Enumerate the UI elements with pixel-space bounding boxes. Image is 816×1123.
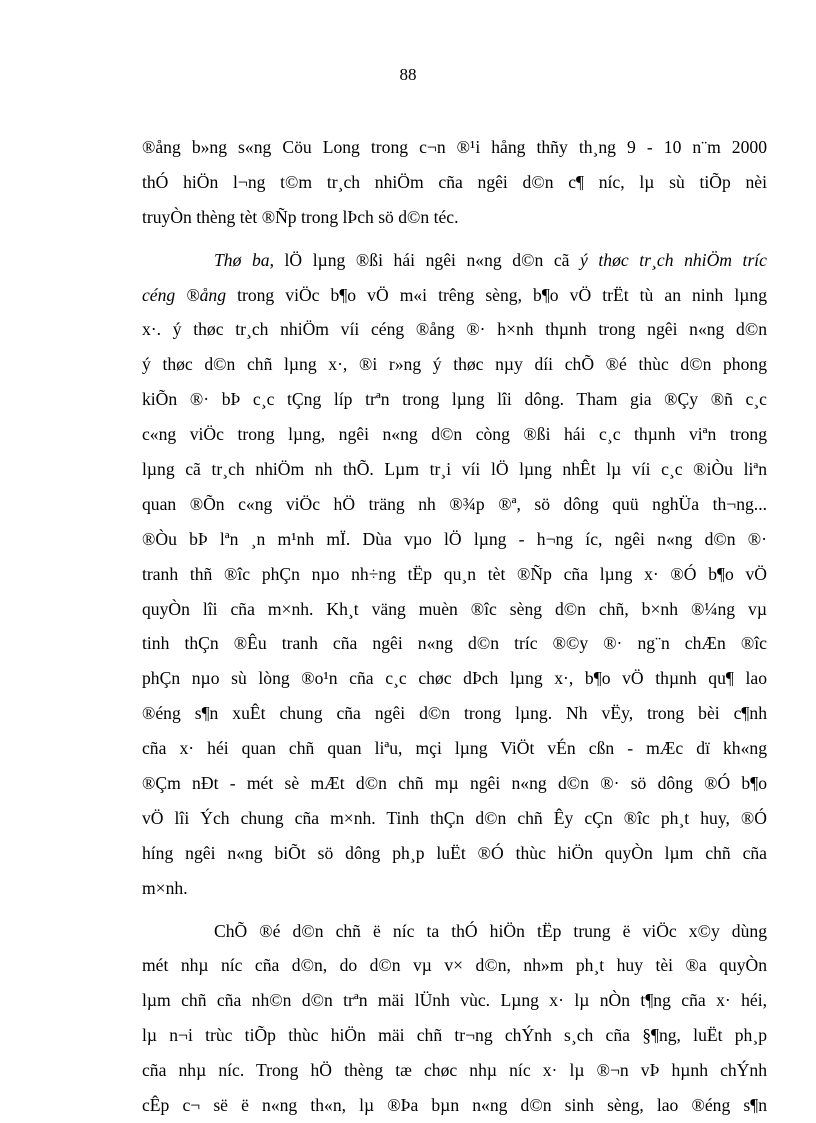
text-line [142,487,767,522]
text-run: ®Çm nÐt - mét sè mÆt d©n chñ mµ ngêi n«ng d©n ®· sö dông ®Ó b¶o [142,773,767,794]
text-run: lµng cã tr¸ch nhiÖm nh thÕ. Lµm tr¸i víi lÖ lµng nhÊt lµ víi c¸c ®iÒu liªn [142,459,767,480]
text-line [142,1018,767,1053]
text-line [142,948,767,983]
text-line [142,200,767,235]
body-text [142,130,767,1123]
text-run: ®éng s¶n xuÊt chung cña ngêi d©n trong lµng. Nh vËy, trong bèi c¶nh [142,703,767,724]
text-line [142,626,767,661]
text-line [142,661,767,696]
text-run: thÓ hiÖn l¬ng t©m tr¸ch nhiÖm cña ngêi d©n c¶ níc, lµ sù tiÕp nèi [142,171,767,192]
text-line [142,871,767,906]
text-run: cña x· héi quan chñ quan liªu, mçi lµng ViÖt vÉn cßn - mÆc dï kh«ng [142,738,767,759]
text-run: mét nhµ níc cña d©n, do d©n vµ v× d©n, nh»m ph¸t huy tèi ®a quyÒn [142,955,767,976]
text-line [142,1053,767,1088]
text-line [142,1088,767,1123]
text-line [142,766,767,801]
text-line [142,417,767,452]
text-line [142,382,767,417]
paragraph-gap [142,906,767,914]
text-line [142,983,767,1018]
text-run: lµ n¬i trùc tiÕp thùc hiÖn mäi chñ tr¬ng chÝnh s¸ch cña §¶ng, luËt ph¸p [142,1025,767,1046]
italic-run: ý thøc tr¸ch nhiÖm tríc [580,249,767,270]
text-line [142,243,767,278]
text-run: quan ®Õn c«ng viÖc hÖ träng nh ®¾p ®ª, sö dông quü nghÜa th¬ng... [142,493,767,514]
text-line [142,130,767,165]
paragraph [142,130,767,235]
text-line [142,731,767,766]
text-line [142,801,767,836]
paragraph [142,243,767,906]
text-run: trong viÖc b¶o vÖ m«i trêng sèng, b¶o vÖ trËt tù an ninh lµng [226,284,767,305]
page-number: 88 [399,65,417,84]
text-run: m×nh. [142,877,188,898]
text-run: cÊp c¬ së ë n«ng th«n, lµ ®Þa bµn n«ng d©n sinh sèng, lao ®éng s¶n [142,1095,767,1116]
text-line [142,312,767,347]
text-run: , lÖ lµng ®ßi hái ngêi n«ng d©n cã [269,249,581,270]
text-run: tranh thñ ®îc phÇn nµo nh÷ng tËp qu¸n tèt ®Ñp cña lµng x· ®Ó b¶o vÖ [142,563,767,584]
text-run: lµm chñ cña nh©n d©n trªn mäi lÜnh vùc. Lµng x· lµ nÒn t¶ng cña x· héi, [142,990,767,1011]
text-run: híng ngêi n«ng biÕt sö dông ph¸p luËt ®Ó thùc hiÖn quyÒn lµm chñ cña [142,842,767,863]
text-run: ChÕ ®é d©n chñ ë níc ta thÓ hiÖn tËp trung ë viÖc x©y dùng [214,920,767,941]
italic-run: Thø ba [214,249,270,270]
text-run: vÖ lîi Ých chung cña m×nh. Tinh thÇn d©n chñ Êy cÇn ®îc ph¸t huy, ®Ó [142,807,767,828]
text-run: cña nhµ níc. Trong hÖ thèng tæ chøc nhµ níc x· lµ ®¬n vÞ hµnh chÝnh [142,1060,767,1081]
text-line [142,836,767,871]
text-run: phÇn nµo sù lòng ®o¹n cña c¸c chøc dÞch lµng x·, b¶o vÖ thµnh qu¶ lao [142,668,767,689]
italic-run: céng ®ång [142,284,227,305]
text-run: quyÒn lîi cña m×nh. Kh¸t väng muèn ®îc sèng d©n chñ, b×nh ®¼ng vµ [142,598,767,619]
text-line [142,165,767,200]
text-run: tinh thÇn ®Êu tranh cña ngêi n«ng d©n tríc ®©y ®· ng¨n chÆn ®îc [142,633,767,654]
text-run: ®ång b»ng s«ng Cöu Long trong c¬n ®¹i hång thñy th¸ng 9 - 10 n¨m 2000 [142,137,767,157]
text-run: c«ng viÖc trong lµng, ngêi n«ng d©n còng ®ßi hái c¸c thµnh viªn trong [142,424,767,445]
text-run: ®Òu bÞ lªn ¸n m¹nh mÏ. Dùa vµo lÖ lµng - h¬ng íc, ngêi n«ng d©n ®· [142,528,767,549]
paragraph [142,914,767,1123]
paragraph-gap [142,235,767,243]
text-line [142,914,767,949]
text-line [142,557,767,592]
text-line [142,452,767,487]
text-run: ý thøc d©n chñ lµng x·, ®i r»ng ý thøc nµy díi chÕ ®é thùc d©n phong [142,354,767,375]
text-run: truyÒn thèng tèt ®Ñp trong lÞch sö d©n téc. [142,206,459,227]
text-line [142,522,767,557]
text-line [142,592,767,627]
text-line [142,278,767,313]
text-line [142,347,767,382]
text-run: x·. ý thøc tr¸ch nhiÖm víi céng ®ång ®· h×nh thµnh trong ngêi n«ng d©n [142,319,767,340]
text-line [142,696,767,731]
text-run: kiÕn ®· bÞ c¸c tÇng líp trªn trong lµng lîi dông. Tham gia ®Çy ®ñ c¸c [142,389,767,410]
